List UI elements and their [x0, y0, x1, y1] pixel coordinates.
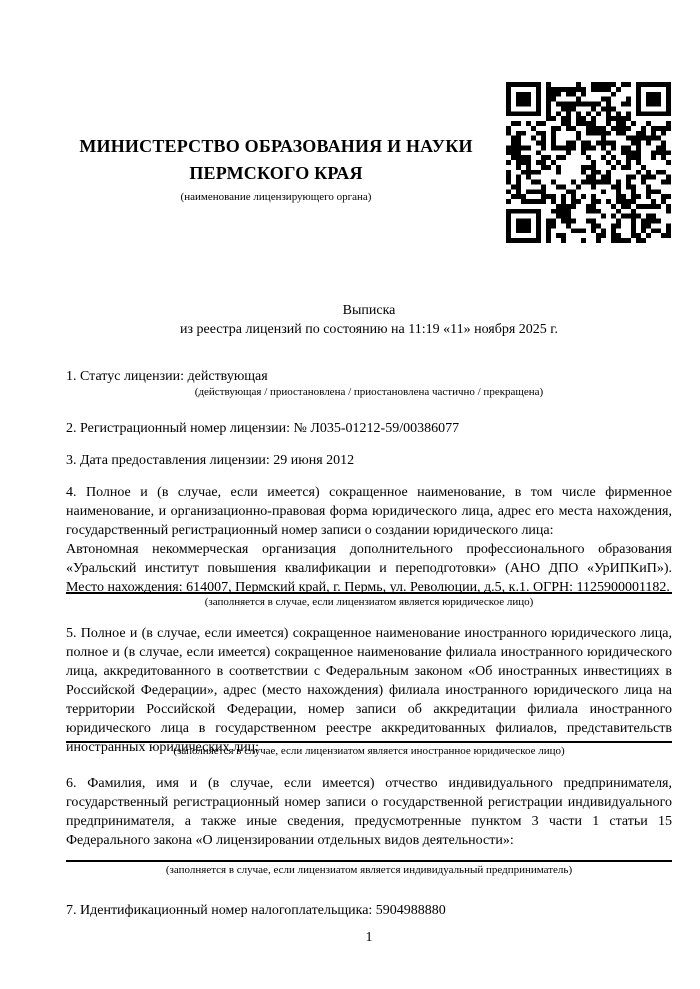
qr-code: [506, 82, 671, 243]
legal-entity-question: 4. Полное и (в случае, если имеется) сокращенное наименование, в том числе фирменное наименование, и организационно-правовая форма юридического лица, адрес его места нахождения, государственный регистрационный номер записи о создании юридического лица:: [66, 485, 672, 538]
ministry-name-line1: МИНИСТЕРСТВО ОБРАЗОВАНИЯ И НАУКИ: [79, 136, 473, 156]
license-status-caption: (действующая / приостановлена / приостановлена частично / прекращена): [194, 386, 544, 398]
individual-entrepreneur-caption: (заполняется в случае, если лицензиатом является индивидуальный предприниматель): [165, 864, 573, 876]
individual-entrepreneur-section: 6. Фамилия, имя и (в случае, если имеется) отчество индивидуального предпринимателя, государственный регистрационный номер записи о государственной регистрации индивидуального предпринимателя, а также иные сведения, предусмотренные пунктом 3 части 1 статьи 15 Федерального закона «О лицензировании отдельных видов деятельности»:: [66, 776, 672, 848]
legal-entity-caption: (заполняется в случае, если лицензиатом является юридическое лицо): [204, 596, 534, 608]
legal-entity-section: [66, 483, 672, 597]
license-grant-date-line: 3. Дата предоставления лицензии: 29 июня 2012: [66, 453, 355, 468]
page-number: 1: [365, 930, 373, 945]
registration-number-line: 2. Регистрационный номер лицензии: № Л035-01212-59/00386077: [66, 421, 460, 436]
legal-entity-value: Автономная некоммерческая организация дополнительного профессионального образования «Уральский институт повышения квалификации и переподготовки» (АНО ДПО «УрИПКиП»). Место нахождения: 614007, Пермский край, г. Пермь, ул. Революции, д.5, к.1. ОГРН: 1125900001182.: [66, 542, 672, 595]
ministry-name-line2: ПЕРМСКОГО КРАЯ: [189, 163, 363, 183]
ministry-name-caption: (наименование лицензирующего органа): [180, 191, 372, 203]
individual-entrepreneur-underline: [66, 860, 672, 862]
foreign-entity-section: 5. Полное и (в случае, если имеется) сокращенное наименование иностранного юридического лица, полное и (в случае, если имеется) сокращенное наименование филиала иностранного юридического лица, аккредитованного в соответствии с Федеральным законом «Об иностранных инвестициях в Российской Федерации», адрес (место нахождения) филиала иностранного юридического лица на территории Российской Федерации, номер записи об аккредитации филиала иностранного юридического лица в государственном реестре аккредитованных филиалов, представительств иностранных юридических лиц:: [66, 626, 672, 755]
taxpayer-id-line: 7. Идентификационный номер налогоплательщика: 5904988880: [66, 903, 446, 918]
document-subtitle: из реестра лицензий по состоянию на 11:19 «11» ноября 2025 г.: [180, 322, 558, 337]
license-status-line: 1. Статус лицензии: действующая: [66, 369, 268, 384]
legal-entity-underline: [66, 592, 672, 594]
document-title-block: [66, 301, 672, 339]
issuing-authority-header: [66, 133, 486, 204]
foreign-entity-underline: [66, 741, 672, 743]
document-title: Выписка: [342, 303, 396, 318]
foreign-entity-caption: (заполняется в случае, если лицензиатом является иностранное юридическое лицо): [173, 745, 565, 757]
